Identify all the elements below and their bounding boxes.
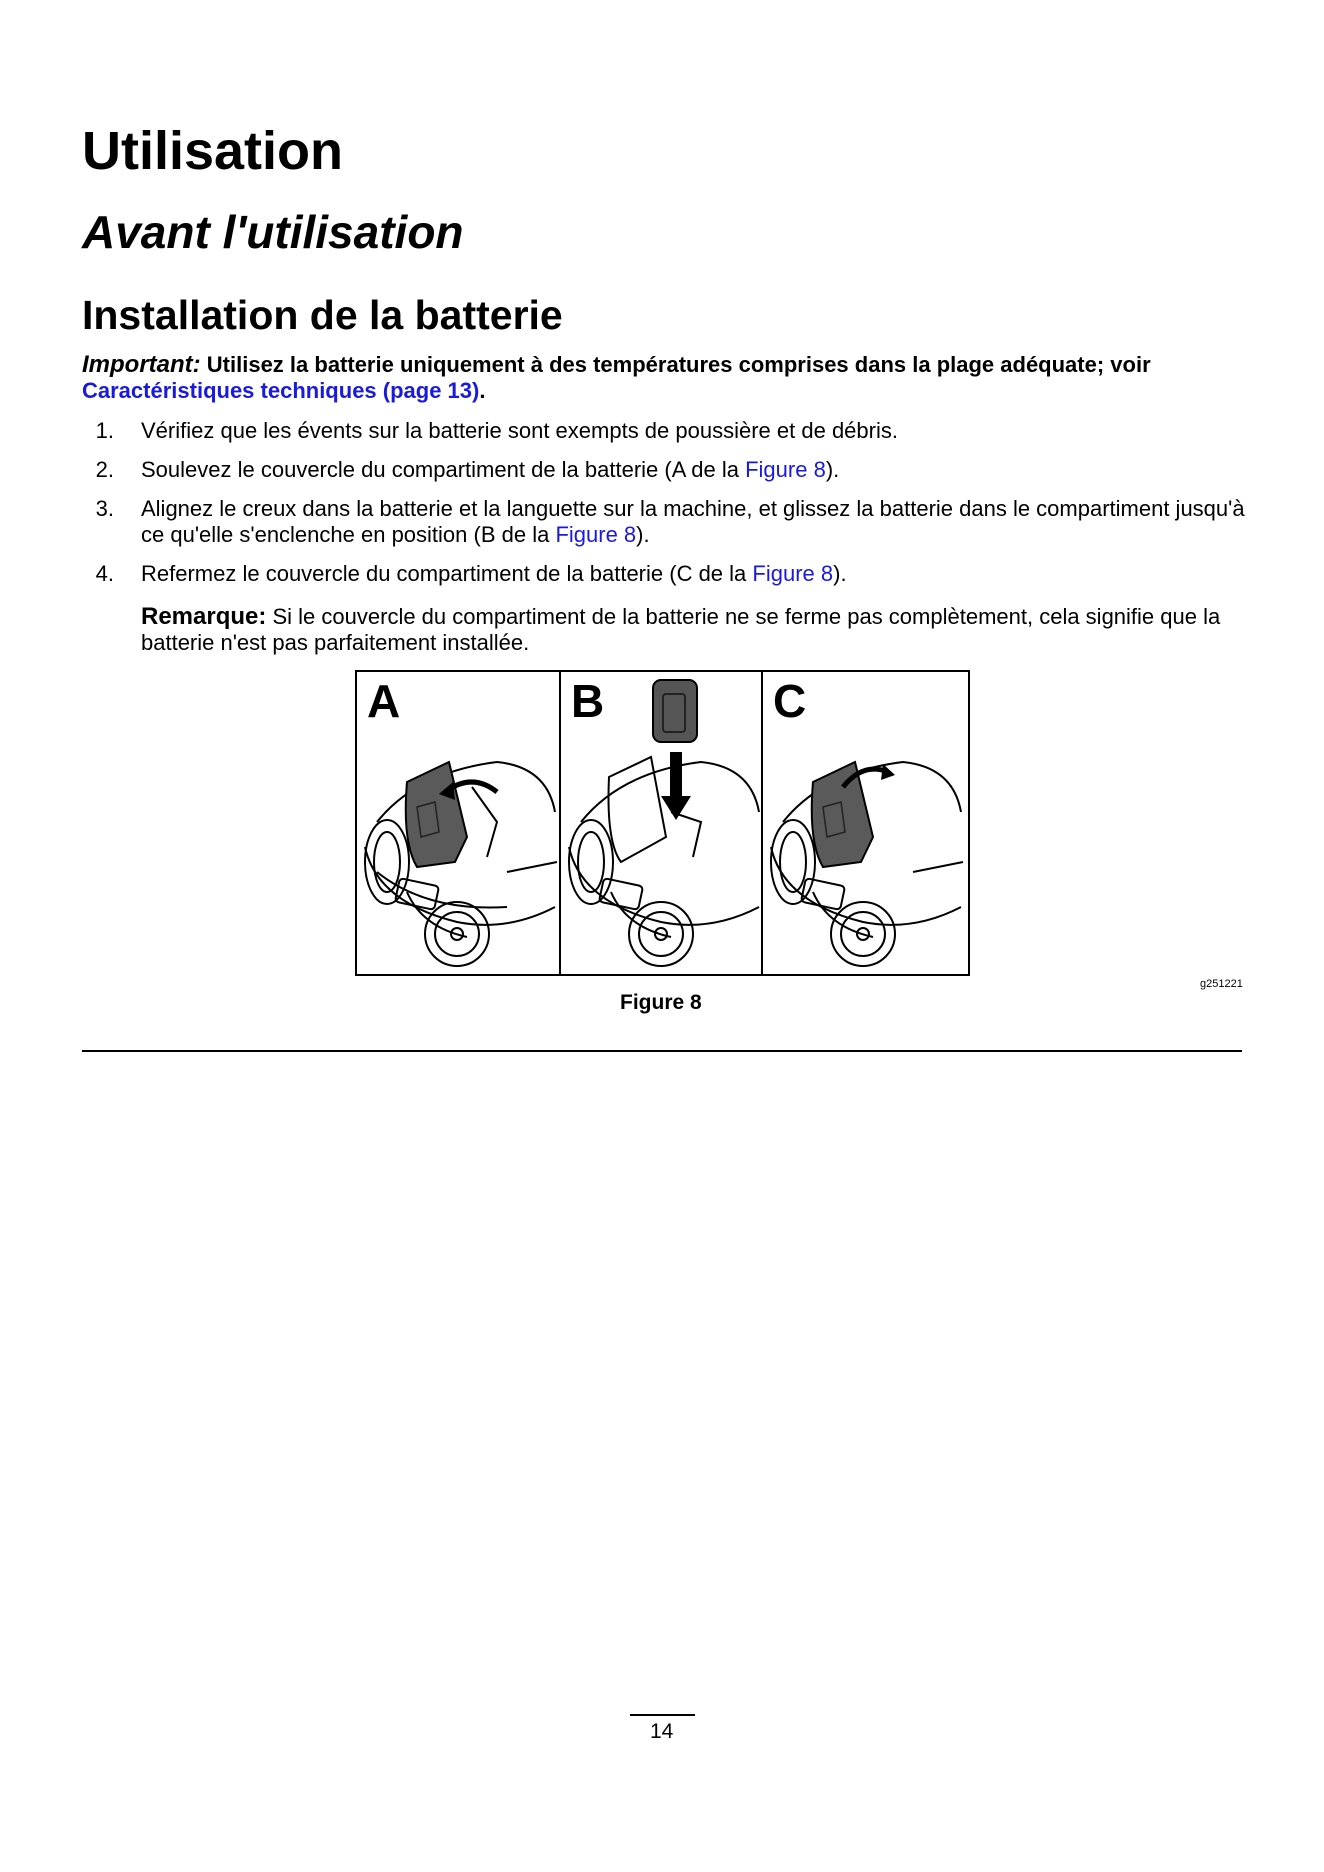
figure-code: g251221 xyxy=(1200,978,1243,990)
figure-link[interactable]: Figure 8 xyxy=(555,522,637,547)
page-number-rule xyxy=(630,1714,695,1716)
step-text: Vérifiez que les évents sur la batterie sont exempts de poussière et de débris. xyxy=(141,418,898,443)
remark-note xyxy=(141,604,1249,656)
step-text xyxy=(141,561,1251,587)
section-title: Utilisation xyxy=(82,121,344,181)
step-text-post: ). xyxy=(825,457,840,482)
figure-link[interactable]: Figure 8 xyxy=(745,457,826,482)
step-number: 4. xyxy=(95,561,114,586)
specs-link[interactable]: Caractéristiques techniques (page 13) xyxy=(82,378,480,403)
step-number: 1. xyxy=(95,418,114,443)
panel-label: A xyxy=(367,675,401,727)
figure-caption: Figure 8 xyxy=(620,991,702,1014)
subsection-title: Avant l'utilisation xyxy=(82,206,464,258)
step-text-post: ). xyxy=(833,561,847,586)
figure-link[interactable]: Figure 8 xyxy=(752,561,834,586)
figure-panel-b xyxy=(561,672,763,974)
step-text-pre: Soulevez le couvercle du compartiment de la batterie (A de la xyxy=(141,457,746,482)
step-number: 3. xyxy=(95,496,114,521)
step-text-post: ). xyxy=(636,522,650,547)
heading-installation: Installation de la batterie xyxy=(82,292,563,338)
step-text xyxy=(141,496,1251,548)
step-text xyxy=(141,457,1251,483)
figure-panel-a xyxy=(357,672,559,974)
important-label: Important: xyxy=(82,351,201,378)
figure-panel-c xyxy=(763,672,965,974)
important-note xyxy=(82,352,1247,404)
important-text: Utilisez la batterie uniquement à des températures comprises dans la plage adéquate; voir xyxy=(206,352,1151,377)
step-text-pre: Alignez le creux dans la batterie et la languette sur la machine, et glissez la batterie dans le compartiment jusqu'à ce qu'elle s'enclenche en position (B de la xyxy=(141,496,1245,547)
remark-text: Si le couvercle du compartiment de la batterie ne se ferme pas complètement, cela signifie que la batterie n'est pas parfaitement installée. xyxy=(141,604,1221,655)
section-divider xyxy=(82,1050,1242,1052)
step-number: 2. xyxy=(95,457,114,482)
remark-label: Remarque: xyxy=(141,603,267,630)
step-text-pre: Refermez le couvercle du compartiment de la batterie (C de la xyxy=(141,561,753,586)
panel-label: C xyxy=(773,675,807,727)
page-number: 14 xyxy=(650,1720,674,1743)
important-end: . xyxy=(479,378,486,403)
battery-installation-figure xyxy=(355,670,970,976)
panel-label: B xyxy=(571,675,605,727)
